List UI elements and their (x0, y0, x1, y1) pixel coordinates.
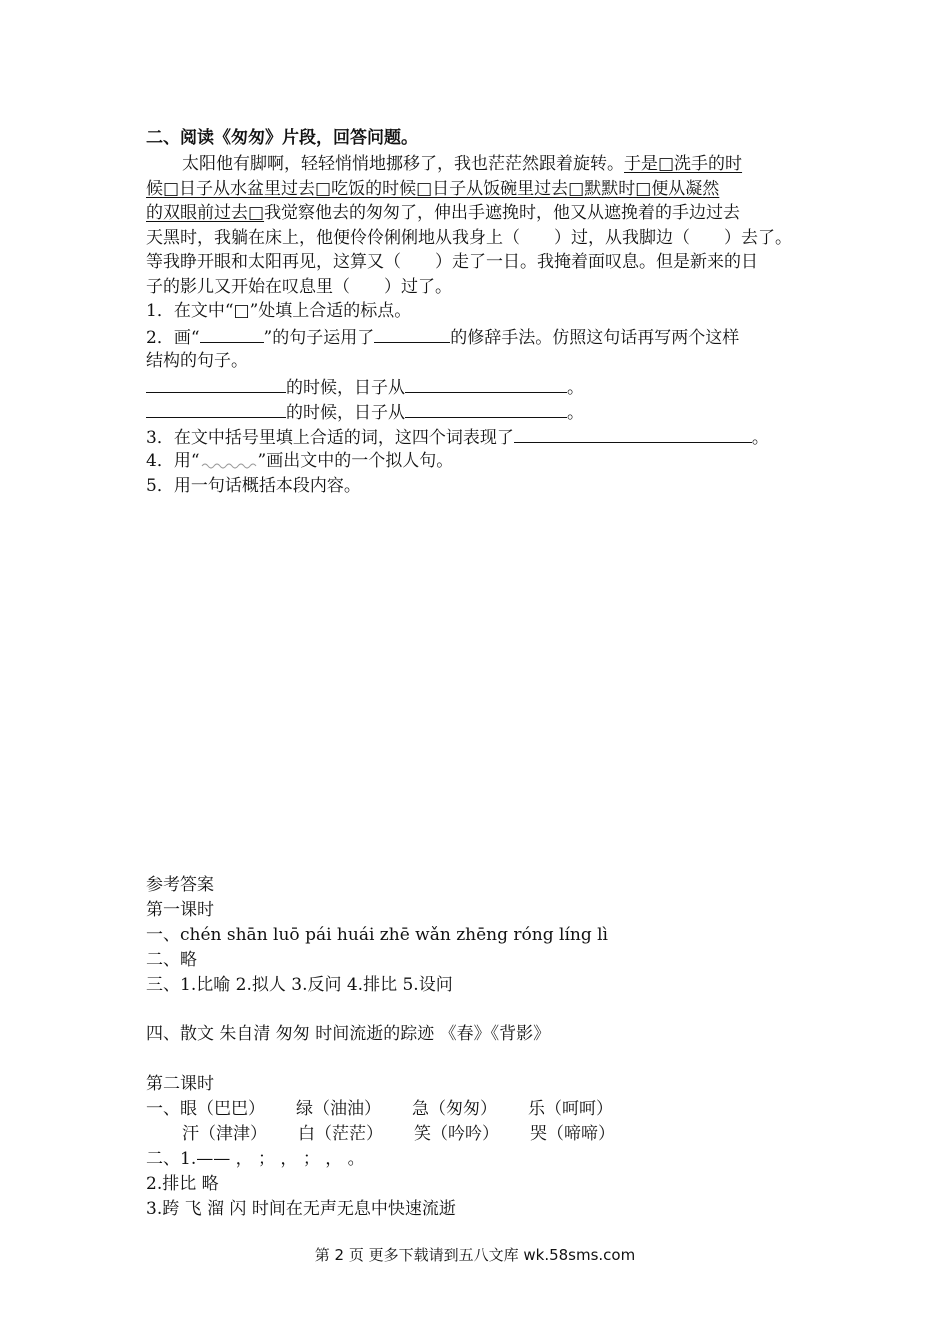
passage-line-6: 子的影儿又开始在叹息里（ ）过了。 (146, 277, 452, 297)
answer-blank[interactable] (405, 399, 567, 418)
answer-2-2: 二、1.—— ， ； ， ； ， 。 (146, 1149, 365, 1169)
answer-blank[interactable] (200, 324, 264, 343)
answer-1-2: 二、略 (146, 950, 197, 970)
question-3: 3．在文中括号里填上合适的词，这四个词表现了 。 (146, 424, 769, 450)
answer-blank[interactable] (146, 374, 286, 393)
answer-1-4: 四、散文 朱自清 匆匆 时间流逝的踪迹 《春》《背影》 (146, 1024, 551, 1044)
answer-1-3: 三、1.比喻 2.拟人 3.反问 4.排比 5.设问 (146, 975, 453, 995)
passage-line-4: 天黑时，我躺在床上，他便伶伶俐俐地从我身上（ ）过，从我脚边（ ）去了。 (146, 228, 792, 248)
section2-heading: 二、阅读《匆匆》片段，回答问题。 (146, 128, 418, 148)
answer-2-1-row1: 一、眼（巴巴） 绿（油油） 急（匆匆） 乐（呵呵） (146, 1099, 613, 1119)
question-2: 2．画“ ”的句子运用了 的修辞手法。仿照这句话再写两个这样 (146, 324, 739, 350)
answer-blank[interactable] (374, 324, 450, 343)
passage-line-2: 候□日子从水盆里过去□吃饭的时候□日子从饭碗里过去□默默时□便从凝然 (146, 179, 720, 199)
answer-blank[interactable] (146, 399, 286, 418)
page-footer: 第 2 页 更多下载请到五八文库 wk.58sms.com (314, 1246, 636, 1264)
answer-2-3: 2.排比 略 (146, 1174, 219, 1194)
question-2-fill-2: 的时候，日子从 。 (146, 399, 584, 425)
answer-blank[interactable] (405, 374, 567, 393)
answers-title: 参考答案 (146, 875, 214, 895)
question-4: 4．用“ ”画出文中的一个拟人句。 (146, 451, 454, 471)
question-2-fill-1: 的时候，日子从 。 (146, 374, 584, 400)
answer-blank[interactable] (514, 424, 752, 443)
passage-line-5: 等我睁开眼和太阳再见，这算又（ ）走了一日。我掩着面叹息。但是新来的日 (146, 252, 758, 272)
lesson-2-title: 第二课时 (146, 1074, 214, 1094)
question-1: 1．在文中“□”处填上合适的标点。 (146, 301, 412, 321)
passage-line-1: 太阳他有脚啊，轻轻悄悄地挪移了，我也茫茫然跟着旋转。于是□洗手的时 (182, 154, 743, 174)
wavy-underline-icon (200, 454, 258, 470)
answer-2-1-row2: 汗（津津） 白（茫茫） 笑（吟吟） 哭（啼啼） (182, 1124, 615, 1144)
question-5: 5．用一句话概括本段内容。 (146, 476, 361, 496)
question-2-cont: 结构的句子。 (146, 351, 248, 371)
answer-2-4: 3.跨 飞 溜 闪 时间在无声无息中快速流逝 (146, 1199, 456, 1219)
answer-1-1: 一、chén shān luō pái huái zhē wǎn zhēng róng líng lì (146, 925, 608, 945)
passage-line-3: 的双眼前过去□我觉察他去的匆匆了，伸出手遮挽时，他又从遮挽着的手边过去 (146, 203, 741, 223)
lesson-1-title: 第一课时 (146, 900, 214, 920)
